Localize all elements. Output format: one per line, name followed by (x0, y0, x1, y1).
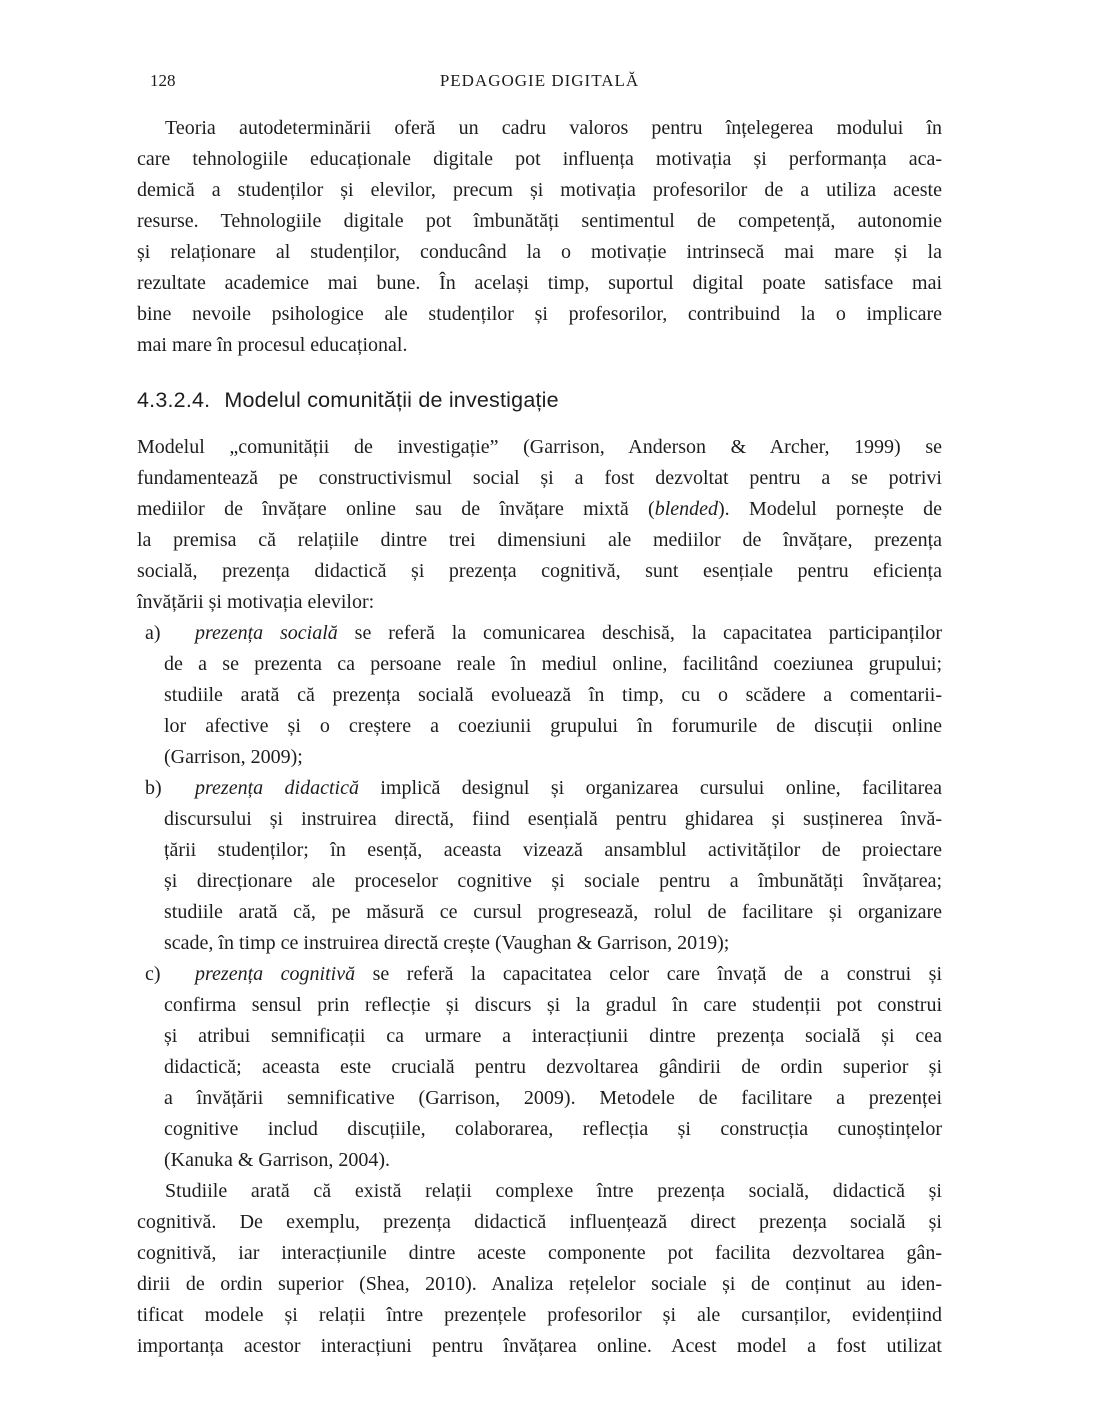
paragraph (137, 1176, 942, 1362)
text-line: și atribui semnificații ca urmare a interacțiunii dintre prezența socială și cea (164, 1025, 942, 1047)
text-line: țării studenților; în esență, aceasta vizează ansamblul activităților de proiectare (164, 839, 942, 861)
text-line: dirii de ordin superior (Shea, 2010). Analiza rețelelor sociale și de conținut au iden- (137, 1273, 942, 1295)
paragraph (137, 113, 942, 361)
text-line: studiile arată că, pe măsură ce cursul progresează, rolul de facilitare și organizare (164, 901, 942, 923)
italic-phrase: prezența didactică (195, 777, 359, 799)
text-line: Teoria autodeterminării oferă un cadru valoros pentru înțelegerea modului în (165, 117, 942, 139)
section-title: Modelul comunității de investigație (224, 388, 559, 412)
text-line: cognitivă. De exemplu, prezența didactică influențează direct prezența socială și (137, 1211, 942, 1233)
text-line: fundamentează pe constructivismul social și a fost dezvoltat pentru a se potrivi (137, 467, 942, 489)
section-number: 4.3.2.4. (137, 388, 211, 412)
list-item (137, 959, 942, 1176)
text-line: și relaționare al studenților, conducând la o motivație intrinsecă mai mare și la (137, 241, 942, 263)
text-line: resurse. Tehnologiile digitale pot îmbunătăți sentimentul de competență, autonomie (137, 210, 942, 232)
text-line: rezultate academice mai bune. În același timp, suportul digital poate satisface mai (137, 272, 942, 294)
text-line: confirma sensul prin reflecție și discurs și la gradul în care studenții pot construi (164, 994, 942, 1016)
text-line: Studiile arată că există relații complexe între prezența socială, didactică și (165, 1180, 942, 1202)
running-header (137, 70, 942, 92)
page-body (137, 113, 942, 1362)
section-heading (137, 385, 942, 416)
text-line: importanța acestor interacțiuni pentru învățarea online. Acest model a fost utilizat (137, 1335, 942, 1357)
italic-phrase: prezența socială (195, 622, 338, 644)
page-number: 128 (150, 71, 176, 90)
text-line: prezența socială se referă la comunicarea deschisă, la capacitatea participanților (195, 622, 942, 644)
text-line: la premisa că relațiile dintre trei dimensiuni ale mediilor de învățare, prezența (137, 529, 942, 551)
list-item (137, 773, 942, 959)
text-line: mai mare în procesul educațional. (137, 334, 408, 356)
italic-phrase: prezența cognitivă (195, 963, 356, 985)
text-line: și direcționare ale proceselor cognitive și sociale pentru a îmbunătăți învățarea; (164, 870, 942, 892)
text-line: didactică; aceasta este crucială pentru dezvoltarea gândirii de ordin superior și (164, 1056, 942, 1078)
text-line: tificat modele și relații între prezențele profesorilor și ale cursanților, evidențiind (137, 1304, 942, 1326)
text-line: lor afective și o creștere a coeziunii grupului în forumurile de discuții online (164, 715, 942, 737)
text-line: învățării și motivația elevilor: (137, 591, 375, 613)
text-line: care tehnologiile educaționale digitale pot influența motivația și performanța aca- (137, 148, 942, 170)
text-line: a învățării semnificative (Garrison, 2009). Metodele de facilitare a prezenței (164, 1087, 942, 1109)
list-marker: b) (145, 777, 162, 799)
text-line: prezența cognitivă se referă la capacitatea celor care învață de a construi și (195, 963, 943, 985)
paragraph (137, 432, 942, 618)
text-line: socială, prezența didactică și prezența cognitivă, sunt esențiale pentru eficiența (137, 560, 942, 582)
text-line: studiile arată că prezența socială evoluează în timp, cu o scădere a comentarii- (164, 684, 942, 706)
text-line: cognitive includ discuțiile, colaborarea, reflecția și construcția cunoștințelor (164, 1118, 942, 1140)
text-line: cognitivă, iar interacțiunile dintre aceste componente pot facilita dezvoltarea gân- (137, 1242, 942, 1264)
text-line: Modelul „comunității de investigație” (Garrison, Anderson & Archer, 1999) se (137, 436, 942, 458)
italic-phrase: blended (654, 498, 718, 520)
text-line: de a se prezenta ca persoane reale în mediul online, facilitând coeziunea grupului; (164, 653, 942, 675)
text-line: bine nevoile psihologice ale studenților și profesorilor, contribuind la o implicare (137, 303, 942, 325)
text-line: mediilor de învățare online sau de învățare mixtă (blended). Modelul pornește de (137, 498, 942, 520)
list-item (137, 618, 942, 773)
text-line: demică a studenților și elevilor, precum și motivația profesorilor de a utiliza aceste (137, 179, 942, 201)
list-marker: c) (145, 963, 161, 985)
running-title: PEDAGOGIE DIGITALĂ (439, 71, 640, 90)
text-line: (Garrison, 2009); (164, 746, 303, 768)
text-line: (Kanuka & Garrison, 2004). (164, 1149, 391, 1171)
text-line: discursului și instruirea directă, fiind esențială pentru ghidarea și susținerea învă- (164, 808, 942, 830)
list-marker: a) (145, 622, 161, 644)
text-line: scade, în timp ce instruirea directă crește (Vaughan & Garrison, 2019); (164, 932, 730, 954)
text-line: prezența didactică implică designul și organizarea cursului online, facilitarea (195, 777, 942, 799)
